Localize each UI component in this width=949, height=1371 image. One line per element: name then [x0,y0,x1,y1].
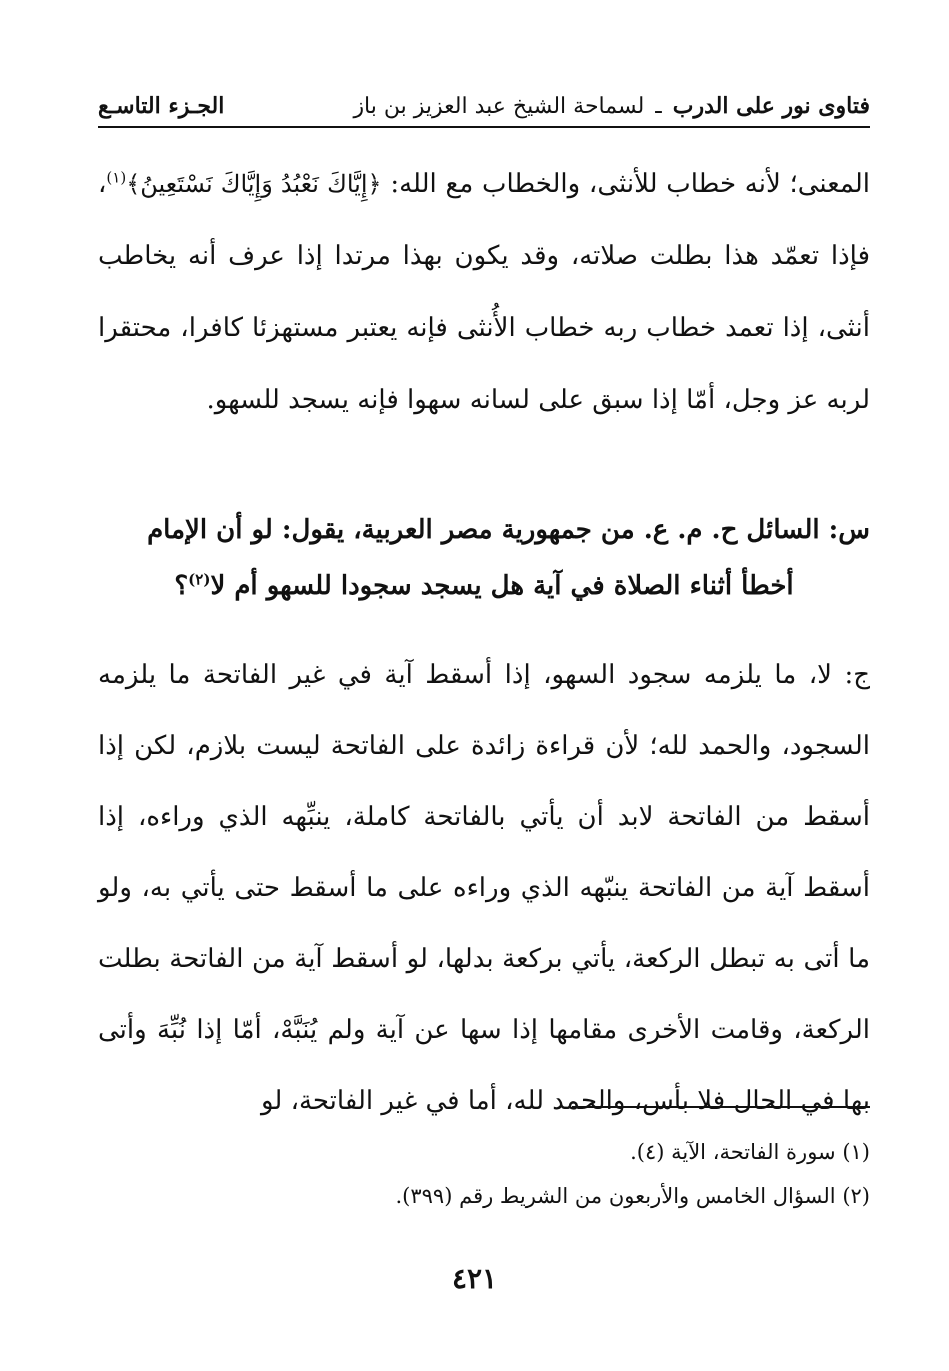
running-header [98,88,870,124]
quran-verse: ﴿إِيَّاكَ نَعْبُدُ وَإِيَّاكَ نَسْتَعِينُ﴾ [126,170,382,198]
question-line-2 [98,558,870,614]
footnotes [98,1130,870,1218]
header-rule [98,126,870,128]
header-separator: ـ [655,94,662,119]
volume-label: الجـزء التاسـع [98,93,225,119]
paragraph-continuation [98,148,870,436]
footnote-1: (١) سورة الفاتحة، الآية (٤). [630,1140,870,1164]
answer-text: ج: لا، ما يلزمه سجود السهو، إذا أسقط آية في غير الفاتحة ما يلزمه السجود، والحمد لله؛ لأن قراءة زائدة على الفاتحة ليست بلازم، لكن إذا أسقط من الفاتحة لابد أن يأتي بالفاتحة كاملة، ينبِّهه الذي وراءه، إذا أسقط آية من الفاتحة ينبّهه الذي وراءه على ما أسقط حتى يأتي به، ولو ما أتى به تبطل الركعة، يأتي بركعة بدلها، لو أسقط آية من الفاتحة بطلت الركعة، وقامت الأخرى مقامها إذا سها عن آية ولم يُنَبَّهْ، أمّا إذا نُبِّهَ وأتى بها في الحال فلا بأس، والحمد لله، أما في غير الفاتحة، لو [98,660,870,1116]
footnote-ref-1: (١) [106,168,127,187]
question-line-1: س: السائل ح. م. ع. من جمهورية مصر العربية، يقول: لو أن الإمام [147,515,870,545]
question-mark: ؟ [174,571,189,601]
book-title: فتاوى نور على الدرب [672,93,870,119]
paragraph-text-start: المعنى؛ لأنه خطاب للأنثى، والخطاب مع الله: [381,169,870,199]
question-block [98,502,870,614]
question-line-2-text: أخطأ أثناء الصلاة في آية هل يسجد سجودا للسهو أم لا [210,571,794,601]
author-name: لسماحة الشيخ عبد العزيز بن باز [353,94,645,119]
paragraph-text-end: ، فإذا تعمّد هذا بطلت صلاته، وقد يكون بهذا مرتدا إذا عرف أنه يخاطب أنثى، إذا تعمد خطاب ربه خطاب الأُنثى فإنه يعتبر مستهزئا كافرا، محتقرا لربه عز وجل، أمّا إذا سبق على لسانه سهوا فإنه يسجد للسهو. [98,169,870,415]
footnote-rule [572,1106,870,1108]
footnote-ref-2: (٢) [188,570,211,589]
answer-block [98,640,870,1137]
footnote-2: (٢) السؤال الخامس والأربعون من الشريط رقم (٣٩٩). [395,1184,870,1208]
page-number: ٤٢١ [451,1262,498,1295]
